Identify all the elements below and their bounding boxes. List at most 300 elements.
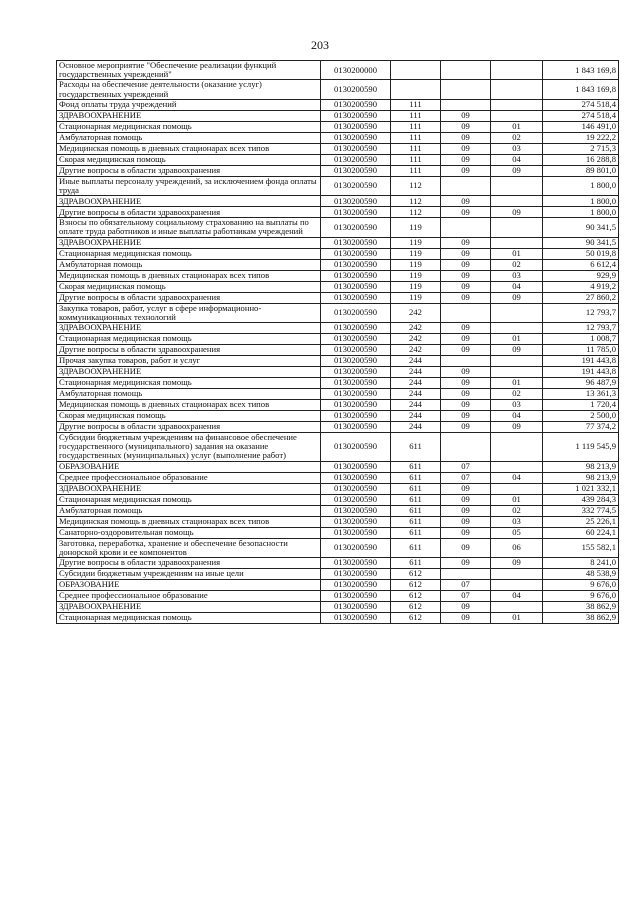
table-row bbox=[57, 61, 619, 80]
amount-cell: 90 341,5 bbox=[543, 218, 619, 237]
section-cell bbox=[441, 99, 491, 110]
table-row bbox=[57, 378, 619, 389]
expense-type-cell: 111 bbox=[391, 165, 441, 176]
expense-type-cell: 111 bbox=[391, 154, 441, 165]
subsection-cell: 05 bbox=[491, 527, 543, 538]
row-name-cell: Среднее профессиональное образование bbox=[57, 472, 321, 483]
expense-type-cell: 244 bbox=[391, 422, 441, 433]
row-name-cell: Медицинская помощь в дневных стационарах всех типов bbox=[57, 270, 321, 281]
row-name-cell: Медицинская помощь в дневных стационарах всех типов bbox=[57, 400, 321, 411]
subsection-cell: 09 bbox=[491, 165, 543, 176]
section-cell bbox=[441, 176, 491, 195]
row-name-cell: ЗДРАВООХРАНЕНИЕ bbox=[57, 196, 321, 207]
row-name-cell: Другие вопросы в области здравоохранения bbox=[57, 292, 321, 303]
target-article-cell: 0130200590 bbox=[321, 154, 391, 165]
target-article-cell: 0130200590 bbox=[321, 602, 391, 613]
subsection-cell bbox=[491, 99, 543, 110]
row-name-cell: ОБРАЗОВАНИЕ bbox=[57, 580, 321, 591]
row-name-cell: Заготовка, переработка, хранение и обеспечение безопасности донорской крови и ее компонентов bbox=[57, 538, 321, 557]
amount-cell: 274 518,4 bbox=[543, 99, 619, 110]
row-name-cell: Субсидии бюджетным учреждениям на иные цели bbox=[57, 569, 321, 580]
subsection-cell bbox=[491, 303, 543, 322]
row-name-cell: Другие вопросы в области здравоохранения bbox=[57, 422, 321, 433]
amount-cell: 50 019,8 bbox=[543, 248, 619, 259]
subsection-cell bbox=[491, 367, 543, 378]
amount-cell: 90 341,5 bbox=[543, 237, 619, 248]
table-row bbox=[57, 591, 619, 602]
section-cell: 09 bbox=[441, 400, 491, 411]
target-article-cell: 0130200590 bbox=[321, 334, 391, 345]
table-row bbox=[57, 516, 619, 527]
budget-table bbox=[56, 60, 619, 624]
subsection-cell: 02 bbox=[491, 389, 543, 400]
section-cell: 09 bbox=[441, 292, 491, 303]
amount-cell: 332 774,5 bbox=[543, 505, 619, 516]
target-article-cell: 0130200590 bbox=[321, 207, 391, 218]
section-cell: 09 bbox=[441, 538, 491, 557]
subsection-cell bbox=[491, 218, 543, 237]
target-article-cell: 0130200590 bbox=[321, 176, 391, 195]
target-article-cell: 0130200590 bbox=[321, 196, 391, 207]
amount-cell: 1 008,7 bbox=[543, 334, 619, 345]
section-cell: 09 bbox=[441, 613, 491, 624]
expense-type-cell: 119 bbox=[391, 270, 441, 281]
subsection-cell: 01 bbox=[491, 121, 543, 132]
subsection-cell bbox=[491, 176, 543, 195]
target-article-cell: 0130200590 bbox=[321, 99, 391, 110]
table-row bbox=[57, 303, 619, 322]
table-row bbox=[57, 80, 619, 99]
target-article-cell: 0130200590 bbox=[321, 143, 391, 154]
table-row bbox=[57, 154, 619, 165]
expense-type-cell: 244 bbox=[391, 356, 441, 367]
row-name-cell: Стационарная медицинская помощь bbox=[57, 121, 321, 132]
row-name-cell: Расходы на обеспечение деятельности (оказание услуг) государственных учреждений bbox=[57, 80, 321, 99]
table-row bbox=[57, 99, 619, 110]
section-cell bbox=[441, 433, 491, 462]
section-cell: 09 bbox=[441, 132, 491, 143]
section-cell: 09 bbox=[441, 345, 491, 356]
section-cell: 09 bbox=[441, 248, 491, 259]
row-name-cell: Среднее профессиональное образование bbox=[57, 591, 321, 602]
table-row bbox=[57, 121, 619, 132]
expense-type-cell: 612 bbox=[391, 591, 441, 602]
amount-cell: 8 241,0 bbox=[543, 558, 619, 569]
expense-type-cell: 112 bbox=[391, 176, 441, 195]
amount-cell: 1 021 332,1 bbox=[543, 483, 619, 494]
target-article-cell: 0130200590 bbox=[321, 292, 391, 303]
expense-type-cell: 111 bbox=[391, 99, 441, 110]
section-cell bbox=[441, 303, 491, 322]
expense-type-cell: 119 bbox=[391, 281, 441, 292]
row-name-cell: Амбулаторная помощь bbox=[57, 505, 321, 516]
table-row bbox=[57, 165, 619, 176]
section-cell: 09 bbox=[441, 334, 491, 345]
row-name-cell: Стационарная медицинская помощь bbox=[57, 334, 321, 345]
table-row bbox=[57, 580, 619, 591]
row-name-cell: ЗДРАВООХРАНЕНИЕ bbox=[57, 367, 321, 378]
subsection-cell: 04 bbox=[491, 591, 543, 602]
target-article-cell: 0130200590 bbox=[321, 281, 391, 292]
target-article-cell: 0130200590 bbox=[321, 218, 391, 237]
row-name-cell: Фонд оплаты труда учреждений bbox=[57, 99, 321, 110]
amount-cell: 48 538,9 bbox=[543, 569, 619, 580]
amount-cell: 1 800,0 bbox=[543, 207, 619, 218]
expense-type-cell: 242 bbox=[391, 303, 441, 322]
target-article-cell: 0130200590 bbox=[321, 367, 391, 378]
table-row bbox=[57, 422, 619, 433]
amount-cell: 1 843 169,8 bbox=[543, 61, 619, 80]
table-row bbox=[57, 472, 619, 483]
subsection-cell: 04 bbox=[491, 281, 543, 292]
amount-cell: 155 582,1 bbox=[543, 538, 619, 557]
subsection-cell bbox=[491, 196, 543, 207]
expense-type-cell: 611 bbox=[391, 433, 441, 462]
amount-cell: 146 491,0 bbox=[543, 121, 619, 132]
section-cell: 07 bbox=[441, 472, 491, 483]
expense-type-cell: 611 bbox=[391, 538, 441, 557]
section-cell bbox=[441, 218, 491, 237]
amount-cell: 38 862,9 bbox=[543, 613, 619, 624]
table-row bbox=[57, 356, 619, 367]
row-name-cell: Скорая медицинская помощь bbox=[57, 411, 321, 422]
expense-type-cell: 111 bbox=[391, 143, 441, 154]
expense-type-cell: 244 bbox=[391, 367, 441, 378]
table-row bbox=[57, 292, 619, 303]
section-cell: 09 bbox=[441, 154, 491, 165]
table-row bbox=[57, 367, 619, 378]
section-cell: 07 bbox=[441, 580, 491, 591]
subsection-cell: 06 bbox=[491, 538, 543, 557]
target-article-cell: 0130200590 bbox=[321, 356, 391, 367]
row-name-cell: Стационарная медицинская помощь bbox=[57, 494, 321, 505]
amount-cell: 12 793,7 bbox=[543, 303, 619, 322]
target-article-cell: 0130200590 bbox=[321, 411, 391, 422]
expense-type-cell: 119 bbox=[391, 218, 441, 237]
table-row bbox=[57, 569, 619, 580]
target-article-cell: 0130200590 bbox=[321, 165, 391, 176]
expense-type-cell: 611 bbox=[391, 461, 441, 472]
table-row bbox=[57, 143, 619, 154]
expense-type-cell: 244 bbox=[391, 411, 441, 422]
subsection-cell bbox=[491, 80, 543, 99]
row-name-cell: Медицинская помощь в дневных стационарах всех типов bbox=[57, 143, 321, 154]
amount-cell: 89 801,0 bbox=[543, 165, 619, 176]
table-row bbox=[57, 248, 619, 259]
subsection-cell bbox=[491, 569, 543, 580]
subsection-cell: 09 bbox=[491, 292, 543, 303]
section-cell: 09 bbox=[441, 378, 491, 389]
subsection-cell: 04 bbox=[491, 411, 543, 422]
subsection-cell: 04 bbox=[491, 154, 543, 165]
target-article-cell: 0130200590 bbox=[321, 580, 391, 591]
row-name-cell: Другие вопросы в области здравоохранения bbox=[57, 345, 321, 356]
section-cell: 09 bbox=[441, 165, 491, 176]
row-name-cell: Скорая медицинская помощь bbox=[57, 154, 321, 165]
expense-type-cell: 611 bbox=[391, 558, 441, 569]
subsection-cell: 03 bbox=[491, 270, 543, 281]
subsection-cell: 03 bbox=[491, 516, 543, 527]
row-name-cell: Санаторно-оздоровительная помощь bbox=[57, 527, 321, 538]
section-cell: 09 bbox=[441, 259, 491, 270]
table-row bbox=[57, 505, 619, 516]
row-name-cell: Взносы по обязательному социальному страхованию на выплаты по оплате труда работников и иные выплаты работникам учреждений bbox=[57, 218, 321, 237]
amount-cell: 60 224,1 bbox=[543, 527, 619, 538]
subsection-cell bbox=[491, 110, 543, 121]
section-cell: 09 bbox=[441, 516, 491, 527]
target-article-cell: 0130200590 bbox=[321, 613, 391, 624]
row-name-cell: Иные выплаты персоналу учреждений, за исключением фонда оплаты труда bbox=[57, 176, 321, 195]
subsection-cell: 01 bbox=[491, 494, 543, 505]
subsection-cell: 02 bbox=[491, 259, 543, 270]
table-row bbox=[57, 494, 619, 505]
table-row bbox=[57, 218, 619, 237]
amount-cell: 191 443,8 bbox=[543, 356, 619, 367]
target-article-cell: 0130200000 bbox=[321, 61, 391, 80]
subsection-cell: 01 bbox=[491, 613, 543, 624]
subsection-cell: 02 bbox=[491, 132, 543, 143]
table-row bbox=[57, 400, 619, 411]
expense-type-cell: 611 bbox=[391, 494, 441, 505]
table-row bbox=[57, 461, 619, 472]
subsection-cell bbox=[491, 237, 543, 248]
subsection-cell: 01 bbox=[491, 378, 543, 389]
amount-cell: 16 288,8 bbox=[543, 154, 619, 165]
expense-type-cell: 242 bbox=[391, 345, 441, 356]
amount-cell: 98 213,9 bbox=[543, 461, 619, 472]
row-name-cell: ЗДРАВООХРАНЕНИЕ bbox=[57, 602, 321, 613]
subsection-cell bbox=[491, 61, 543, 80]
table-row bbox=[57, 538, 619, 557]
amount-cell: 1 720,4 bbox=[543, 400, 619, 411]
table-row bbox=[57, 196, 619, 207]
section-cell: 09 bbox=[441, 602, 491, 613]
subsection-cell: 09 bbox=[491, 207, 543, 218]
target-article-cell: 0130200590 bbox=[321, 345, 391, 356]
target-article-cell: 0130200590 bbox=[321, 237, 391, 248]
target-article-cell: 0130200590 bbox=[321, 259, 391, 270]
row-name-cell: Медицинская помощь в дневных стационарах всех типов bbox=[57, 516, 321, 527]
expense-type-cell: 242 bbox=[391, 323, 441, 334]
subsection-cell: 09 bbox=[491, 345, 543, 356]
subsection-cell bbox=[491, 483, 543, 494]
table-row bbox=[57, 237, 619, 248]
amount-cell: 4 919,2 bbox=[543, 281, 619, 292]
subsection-cell: 04 bbox=[491, 472, 543, 483]
table-row bbox=[57, 389, 619, 400]
table-row bbox=[57, 176, 619, 195]
amount-cell: 38 862,9 bbox=[543, 602, 619, 613]
expense-type-cell: 111 bbox=[391, 121, 441, 132]
row-name-cell: ЗДРАВООХРАНЕНИЕ bbox=[57, 237, 321, 248]
section-cell: 07 bbox=[441, 591, 491, 602]
expense-type-cell: 611 bbox=[391, 516, 441, 527]
table-row bbox=[57, 281, 619, 292]
expense-type-cell bbox=[391, 61, 441, 80]
expense-type-cell: 119 bbox=[391, 259, 441, 270]
amount-cell: 2 500,0 bbox=[543, 411, 619, 422]
table-row bbox=[57, 334, 619, 345]
target-article-cell: 0130200590 bbox=[321, 422, 391, 433]
target-article-cell: 0130200590 bbox=[321, 483, 391, 494]
section-cell: 07 bbox=[441, 461, 491, 472]
expense-type-cell: 611 bbox=[391, 505, 441, 516]
amount-cell: 27 860,2 bbox=[543, 292, 619, 303]
subsection-cell bbox=[491, 461, 543, 472]
subsection-cell: 03 bbox=[491, 400, 543, 411]
target-article-cell: 0130200590 bbox=[321, 591, 391, 602]
subsection-cell: 09 bbox=[491, 422, 543, 433]
subsection-cell: 09 bbox=[491, 558, 543, 569]
row-name-cell: Амбулаторная помощь bbox=[57, 389, 321, 400]
target-article-cell: 0130200590 bbox=[321, 303, 391, 322]
amount-cell: 98 213,9 bbox=[543, 472, 619, 483]
subsection-cell bbox=[491, 356, 543, 367]
target-article-cell: 0130200590 bbox=[321, 270, 391, 281]
section-cell: 09 bbox=[441, 237, 491, 248]
target-article-cell: 0130200590 bbox=[321, 538, 391, 557]
row-name-cell: Амбулаторная помощь bbox=[57, 259, 321, 270]
target-article-cell: 0130200590 bbox=[321, 400, 391, 411]
target-article-cell: 0130200590 bbox=[321, 323, 391, 334]
target-article-cell: 0130200590 bbox=[321, 569, 391, 580]
table-row bbox=[57, 207, 619, 218]
target-article-cell: 0130200590 bbox=[321, 527, 391, 538]
expense-type-cell: 612 bbox=[391, 569, 441, 580]
section-cell bbox=[441, 356, 491, 367]
expense-type-cell: 111 bbox=[391, 110, 441, 121]
amount-cell: 6 612,4 bbox=[543, 259, 619, 270]
amount-cell: 1 800,0 bbox=[543, 176, 619, 195]
expense-type-cell: 244 bbox=[391, 389, 441, 400]
table-row bbox=[57, 613, 619, 624]
target-article-cell: 0130200590 bbox=[321, 461, 391, 472]
amount-cell: 1 800,0 bbox=[543, 196, 619, 207]
table-row bbox=[57, 411, 619, 422]
amount-cell: 77 374,2 bbox=[543, 422, 619, 433]
row-name-cell: Амбулаторная помощь bbox=[57, 132, 321, 143]
subsection-cell: 02 bbox=[491, 505, 543, 516]
subsection-cell bbox=[491, 433, 543, 462]
table-row bbox=[57, 602, 619, 613]
section-cell: 09 bbox=[441, 411, 491, 422]
target-article-cell: 0130200590 bbox=[321, 378, 391, 389]
section-cell bbox=[441, 80, 491, 99]
row-name-cell: Стационарная медицинская помощь bbox=[57, 613, 321, 624]
expense-type-cell: 111 bbox=[391, 132, 441, 143]
section-cell: 09 bbox=[441, 494, 491, 505]
expense-type-cell: 119 bbox=[391, 248, 441, 259]
table-row bbox=[57, 433, 619, 462]
section-cell: 09 bbox=[441, 143, 491, 154]
target-article-cell: 0130200590 bbox=[321, 110, 391, 121]
expense-type-cell: 112 bbox=[391, 207, 441, 218]
row-name-cell: Другие вопросы в области здравоохранения bbox=[57, 207, 321, 218]
expense-type-cell: 612 bbox=[391, 580, 441, 591]
amount-cell: 12 793,7 bbox=[543, 323, 619, 334]
expense-type-cell: 611 bbox=[391, 483, 441, 494]
subsection-cell bbox=[491, 580, 543, 591]
target-article-cell: 0130200590 bbox=[321, 80, 391, 99]
table-row bbox=[57, 259, 619, 270]
amount-cell: 11 785,0 bbox=[543, 345, 619, 356]
section-cell: 09 bbox=[441, 422, 491, 433]
section-cell: 09 bbox=[441, 505, 491, 516]
section-cell: 09 bbox=[441, 281, 491, 292]
amount-cell: 274 518,4 bbox=[543, 110, 619, 121]
table-row bbox=[57, 323, 619, 334]
section-cell: 09 bbox=[441, 121, 491, 132]
amount-cell: 439 284,3 bbox=[543, 494, 619, 505]
expense-type-cell bbox=[391, 80, 441, 99]
budget-table-body bbox=[57, 61, 619, 624]
subsection-cell: 03 bbox=[491, 143, 543, 154]
table-row bbox=[57, 270, 619, 281]
row-name-cell: Скорая медицинская помощь bbox=[57, 281, 321, 292]
target-article-cell: 0130200590 bbox=[321, 121, 391, 132]
row-name-cell: Другие вопросы в области здравоохранения bbox=[57, 558, 321, 569]
target-article-cell: 0130200590 bbox=[321, 389, 391, 400]
page-number: 203 bbox=[311, 38, 329, 52]
amount-cell: 1 119 545,9 bbox=[543, 433, 619, 462]
target-article-cell: 0130200590 bbox=[321, 472, 391, 483]
row-name-cell: Стационарная медицинская помощь bbox=[57, 378, 321, 389]
row-name-cell: Прочая закупка товаров, работ и услуг bbox=[57, 356, 321, 367]
table-row bbox=[57, 483, 619, 494]
amount-cell: 2 715,3 bbox=[543, 143, 619, 154]
section-cell: 09 bbox=[441, 558, 491, 569]
amount-cell: 13 361,3 bbox=[543, 389, 619, 400]
amount-cell: 1 843 169,8 bbox=[543, 80, 619, 99]
section-cell: 09 bbox=[441, 527, 491, 538]
section-cell: 09 bbox=[441, 323, 491, 334]
table-row bbox=[57, 132, 619, 143]
table-row bbox=[57, 345, 619, 356]
section-cell: 09 bbox=[441, 389, 491, 400]
subsection-cell: 01 bbox=[491, 248, 543, 259]
expense-type-cell: 119 bbox=[391, 292, 441, 303]
target-article-cell: 0130200590 bbox=[321, 248, 391, 259]
table-row bbox=[57, 110, 619, 121]
section-cell: 09 bbox=[441, 196, 491, 207]
amount-cell: 19 222,2 bbox=[543, 132, 619, 143]
expense-type-cell: 119 bbox=[391, 237, 441, 248]
target-article-cell: 0130200590 bbox=[321, 433, 391, 462]
table-row bbox=[57, 527, 619, 538]
section-cell: 09 bbox=[441, 483, 491, 494]
amount-cell: 9 676,0 bbox=[543, 580, 619, 591]
expense-type-cell: 244 bbox=[391, 400, 441, 411]
subsection-cell bbox=[491, 323, 543, 334]
target-article-cell: 0130200590 bbox=[321, 494, 391, 505]
amount-cell: 191 443,8 bbox=[543, 367, 619, 378]
row-name-cell: ЗДРАВООХРАНЕНИЕ bbox=[57, 323, 321, 334]
expense-type-cell: 612 bbox=[391, 613, 441, 624]
expense-type-cell: 612 bbox=[391, 602, 441, 613]
subsection-cell: 01 bbox=[491, 334, 543, 345]
expense-type-cell: 611 bbox=[391, 472, 441, 483]
section-cell bbox=[441, 569, 491, 580]
row-name-cell: Субсидии бюджетным учреждениям на финансовое обеспечение государственного (муниципального) задания на оказание государственных (муниципальных) услуг (выполнение работ) bbox=[57, 433, 321, 462]
row-name-cell: Закупка товаров, работ, услуг в сфере информационно-коммуникационных технологий bbox=[57, 303, 321, 322]
row-name-cell: ЗДРАВООХРАНЕНИЕ bbox=[57, 483, 321, 494]
amount-cell: 9 676,0 bbox=[543, 591, 619, 602]
table-row bbox=[57, 558, 619, 569]
row-name-cell: Другие вопросы в области здравоохранения bbox=[57, 165, 321, 176]
target-article-cell: 0130200590 bbox=[321, 132, 391, 143]
target-article-cell: 0130200590 bbox=[321, 558, 391, 569]
section-cell: 09 bbox=[441, 110, 491, 121]
